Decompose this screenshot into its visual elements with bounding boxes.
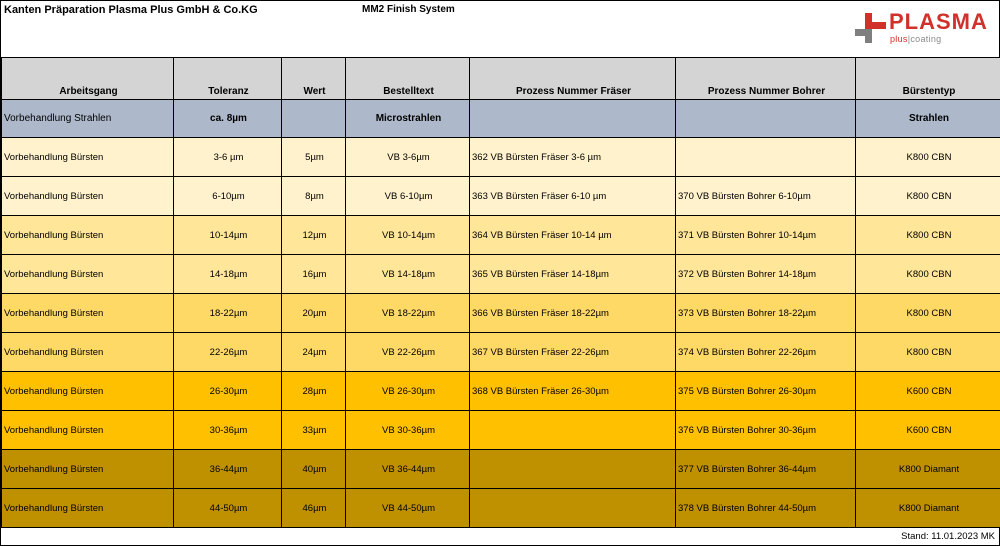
cell-bohrer: 371 VB Bürsten Bohrer 10-14µm: [676, 216, 856, 255]
cell-bestelltext: VB 18-22µm: [346, 294, 470, 333]
cell-buerstentyp: K800 CBN: [856, 216, 1000, 255]
col-header-bestelltext: Bestelltext: [346, 58, 470, 100]
table-row-strahlen: [2, 100, 1000, 138]
table-row: [2, 333, 1000, 372]
table-row: [2, 450, 1000, 489]
cell-buerstentyp: K800 CBN: [856, 333, 1000, 372]
col-header-bohrer: Prozess Nummer Bohrer: [676, 58, 856, 100]
cell-toleranz: ca. 8µm: [174, 100, 282, 138]
cell-wert: [282, 100, 346, 138]
col-header-buerstentyp: Bürstentyp: [856, 58, 1000, 100]
cell-bohrer: 373 VB Bürsten Bohrer 18-22µm: [676, 294, 856, 333]
cell-toleranz: 3-6 µm: [174, 138, 282, 177]
cell-toleranz: 30-36µm: [174, 411, 282, 450]
cell-arbeitsgang: Vorbehandlung Strahlen: [2, 100, 174, 138]
document-title: Kanten Präparation Plasma Plus GmbH & Co.KG: [4, 4, 258, 16]
cell-buerstentyp: K800 Diamant: [856, 489, 1000, 528]
cell-wert: 24µm: [282, 333, 346, 372]
col-header-wert: Wert: [282, 58, 346, 100]
stand-date: Stand: 11.01.2023 MK: [901, 531, 995, 542]
cell-bestelltext: VB 14-18µm: [346, 255, 470, 294]
col-header-toleranz: Toleranz: [174, 58, 282, 100]
cell-wert: 16µm: [282, 255, 346, 294]
cell-fraeser: [470, 489, 676, 528]
cell-buerstentyp: K800 CBN: [856, 294, 1000, 333]
cell-arbeitsgang: Vorbehandlung Bürsten: [2, 411, 174, 450]
cell-fraeser: [470, 411, 676, 450]
cell-buerstentyp: K800 CBN: [856, 138, 1000, 177]
cell-buerstentyp: K600 CBN: [856, 411, 1000, 450]
cell-bohrer: [676, 138, 856, 177]
cell-buerstentyp: K800 Diamant: [856, 450, 1000, 489]
cell-fraeser: 367 VB Bürsten Fräser 22-26µm: [470, 333, 676, 372]
cell-fraeser: 368 VB Bürsten Fräser 26-30µm: [470, 372, 676, 411]
cell-toleranz: 14-18µm: [174, 255, 282, 294]
table-header-row: [2, 58, 1000, 100]
cell-arbeitsgang: Vorbehandlung Bürsten: [2, 450, 174, 489]
cell-arbeitsgang: Vorbehandlung Bürsten: [2, 372, 174, 411]
cell-buerstentyp: Strahlen: [856, 100, 1000, 138]
cell-bohrer: 370 VB Bürsten Bohrer 6-10µm: [676, 177, 856, 216]
cell-bestelltext: VB 44-50µm: [346, 489, 470, 528]
cell-wert: 5µm: [282, 138, 346, 177]
cell-fraeser: [470, 100, 676, 138]
cell-wert: 33µm: [282, 411, 346, 450]
cell-fraeser: 362 VB Bürsten Fräser 3-6 µm: [470, 138, 676, 177]
plasma-cross-icon: [853, 11, 887, 45]
table-row: [2, 177, 1000, 216]
cell-toleranz: 6-10µm: [174, 177, 282, 216]
logo-sub-separator: |: [907, 34, 911, 44]
cell-bestelltext: VB 22-26µm: [346, 333, 470, 372]
cell-bohrer: 377 VB Bürsten Bohrer 36-44µm: [676, 450, 856, 489]
cell-bestelltext: VB 3-6µm: [346, 138, 470, 177]
cell-bohrer: 376 VB Bürsten Bohrer 30-36µm: [676, 411, 856, 450]
cell-arbeitsgang: Vorbehandlung Bürsten: [2, 138, 174, 177]
cell-toleranz: 26-30µm: [174, 372, 282, 411]
cell-bestelltext: VB 30-36µm: [346, 411, 470, 450]
table-row: [2, 255, 1000, 294]
cell-fraeser: 365 VB Bürsten Fräser 14-18µm: [470, 255, 676, 294]
col-header-fraeser: Prozess Nummer Fräser: [470, 58, 676, 100]
logo-subline: [890, 34, 941, 44]
table-row: [2, 216, 1000, 255]
system-title: MM2 Finish System: [362, 4, 455, 15]
cell-bestelltext: VB 6-10µm: [346, 177, 470, 216]
cell-bestelltext: VB 10-14µm: [346, 216, 470, 255]
cell-arbeitsgang: Vorbehandlung Bürsten: [2, 489, 174, 528]
logo-sub-plus: plus: [890, 34, 908, 44]
table-row: [2, 294, 1000, 333]
logo-wordmark: PLASMA: [889, 9, 988, 34]
cell-bohrer: 372 VB Bürsten Bohrer 14-18µm: [676, 255, 856, 294]
table-row: [2, 411, 1000, 450]
cell-arbeitsgang: Vorbehandlung Bürsten: [2, 255, 174, 294]
cell-wert: 8µm: [282, 177, 346, 216]
cell-bestelltext: VB 36-44µm: [346, 450, 470, 489]
cell-wert: 20µm: [282, 294, 346, 333]
table-row: [2, 489, 1000, 528]
table-row: [2, 138, 1000, 177]
cell-toleranz: 44-50µm: [174, 489, 282, 528]
cell-buerstentyp: K600 CBN: [856, 372, 1000, 411]
cell-wert: 40µm: [282, 450, 346, 489]
cell-bohrer: 375 VB Bürsten Bohrer 26-30µm: [676, 372, 856, 411]
cell-toleranz: 36-44µm: [174, 450, 282, 489]
cell-toleranz: 22-26µm: [174, 333, 282, 372]
logo-sub-coating: coating: [910, 34, 942, 44]
cell-fraeser: 366 VB Bürsten Fräser 18-22µm: [470, 294, 676, 333]
cell-bestelltext: VB 26-30µm: [346, 372, 470, 411]
cell-toleranz: 10-14µm: [174, 216, 282, 255]
cell-arbeitsgang: Vorbehandlung Bürsten: [2, 333, 174, 372]
cell-fraeser: 363 VB Bürsten Fräser 6-10 µm: [470, 177, 676, 216]
cell-bohrer: 374 VB Bürsten Bohrer 22-26µm: [676, 333, 856, 372]
plasma-logo: [853, 11, 993, 45]
cell-bohrer: 378 VB Bürsten Bohrer 44-50µm: [676, 489, 856, 528]
cell-wert: 28µm: [282, 372, 346, 411]
cell-bestelltext: Microstrahlen: [346, 100, 470, 138]
cell-fraeser: 364 VB Bürsten Fräser 10-14 µm: [470, 216, 676, 255]
cell-arbeitsgang: Vorbehandlung Bürsten: [2, 294, 174, 333]
table-row: [2, 372, 1000, 411]
cell-bohrer: [676, 100, 856, 138]
col-header-arbeitsgang: Arbeitsgang: [2, 58, 174, 100]
cell-toleranz: 18-22µm: [174, 294, 282, 333]
finish-system-table: [1, 57, 1000, 528]
cell-arbeitsgang: Vorbehandlung Bürsten: [2, 216, 174, 255]
cell-buerstentyp: K800 CBN: [856, 255, 1000, 294]
cell-wert: 12µm: [282, 216, 346, 255]
cell-wert: 46µm: [282, 489, 346, 528]
cell-buerstentyp: K800 CBN: [856, 177, 1000, 216]
cell-fraeser: [470, 450, 676, 489]
document-header: [1, 1, 999, 57]
cell-arbeitsgang: Vorbehandlung Bürsten: [2, 177, 174, 216]
